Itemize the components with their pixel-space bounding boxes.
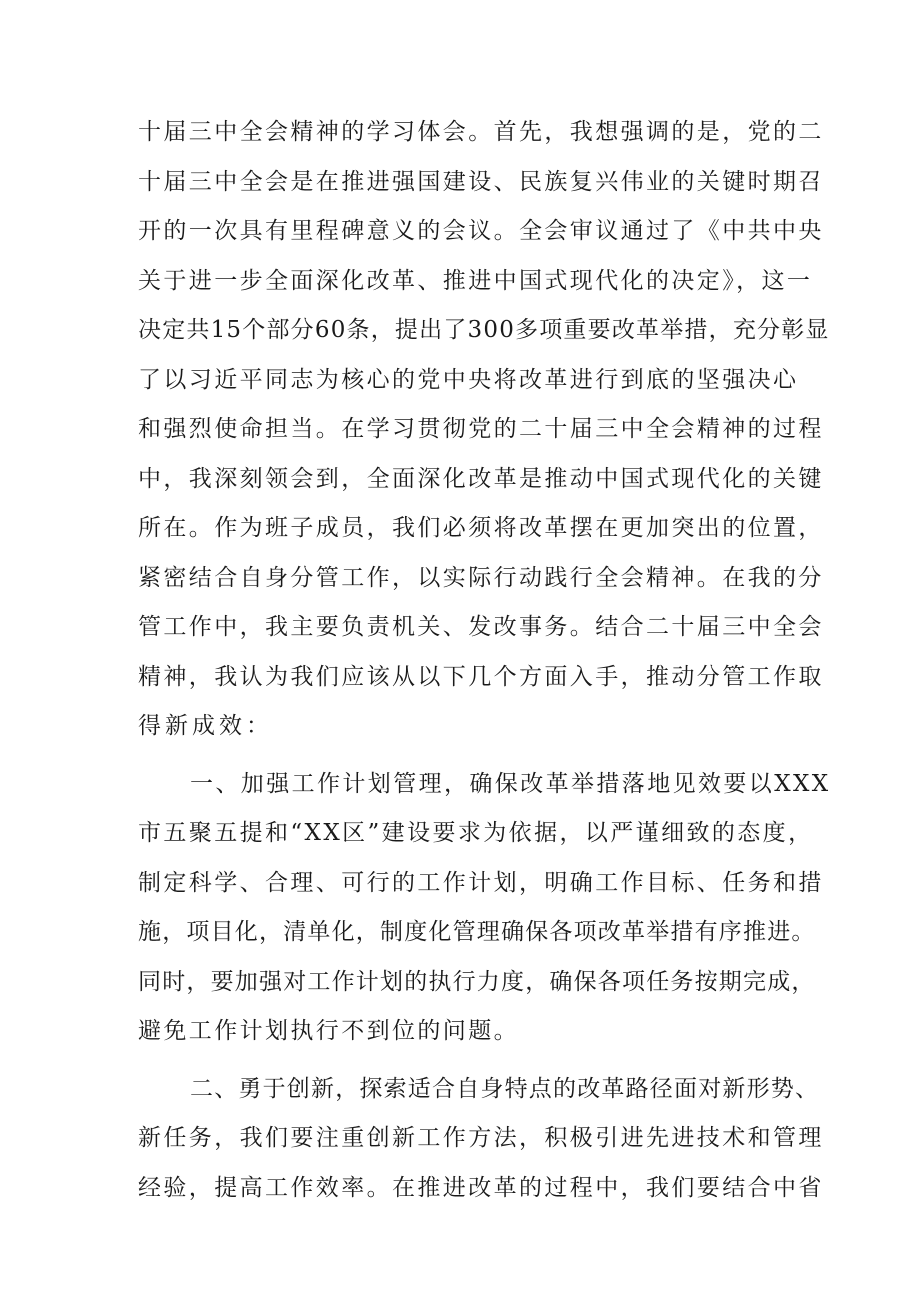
paragraph-3 (138, 1065, 824, 1214)
text-line: 二、勇于创新，探索适合自身特点的改革路径面对新形势、 (190, 1075, 820, 1102)
text-line: 得新成效： (138, 713, 273, 739)
text-line: 经验，提高工作效率。在推进改革的过程中，我们要结合中省 (138, 1174, 824, 1201)
text-line: 紧密结合自身分管工作，以实际行动践行全会精神。在我的分 (138, 564, 824, 591)
text-line: 所在。作为班子成员，我们必须将改革摆在更加突出的位置， (138, 515, 824, 541)
paragraph-spacer (138, 752, 818, 760)
text-line: 避免工作计划执行不到位的问题。 (138, 1018, 519, 1044)
text-line: 十届三中全会精神的学习体会。首先，我想强调的是，党的二 (138, 119, 824, 145)
text-line: 决定共15个部分60条，提出了300多项重要改革举措，充分彰显 (138, 317, 830, 343)
text-line: 开的一次具有里程碑意义的会议。全会审议通过了《中共中央 (138, 218, 824, 244)
text-line: 和强烈使命担当。在学习贯彻党的二十届三中全会精神的过程 (138, 416, 824, 442)
text-line: 市五聚五提和“XX区”建设要求为依据，以严谨细致的态度， (138, 820, 814, 846)
paragraph-1 (138, 108, 830, 752)
text-line: 施，项目化，清单化，制度化管理确保各项改革举措有序推进。 (138, 919, 816, 945)
text-line: 精神，我认为我们应该从以下几个方面入手，推动分管工作取 (138, 663, 824, 690)
text-line: 中，我深刻领会到，全面深化改革是推动中国式现代化的关键 (138, 465, 824, 492)
text-line: 关于进一步全面深化改革、推进中国式现代化的决定》，这一 (138, 267, 813, 294)
document-body (138, 108, 831, 1213)
text-line: 了以习近平同志为核心的党中央将改革进行到底的坚强决心 (138, 366, 799, 393)
text-line: 新任务，我们要注重创新工作方法，积极引进先进技术和管理 (138, 1125, 824, 1151)
text-line: 制定科学、合理、可行的工作计划，明确工作目标、任务和措 (138, 869, 824, 896)
text-line: 管工作中，我主要负责机关、发改事务。结合二十届三中全会 (138, 614, 824, 640)
paragraph-2 (138, 760, 831, 1057)
text-line: 一、加强工作计划管理，确保改革举措落地见效要以XXX (190, 770, 831, 797)
text-line: 十届三中全会是在推进强国建设、民族复兴伟业的关键时期召 (138, 168, 824, 195)
paragraph-spacer (138, 1057, 818, 1065)
text-line: 同时，要加强对工作计划的执行力度，确保各项任务按期完成， (138, 968, 816, 995)
